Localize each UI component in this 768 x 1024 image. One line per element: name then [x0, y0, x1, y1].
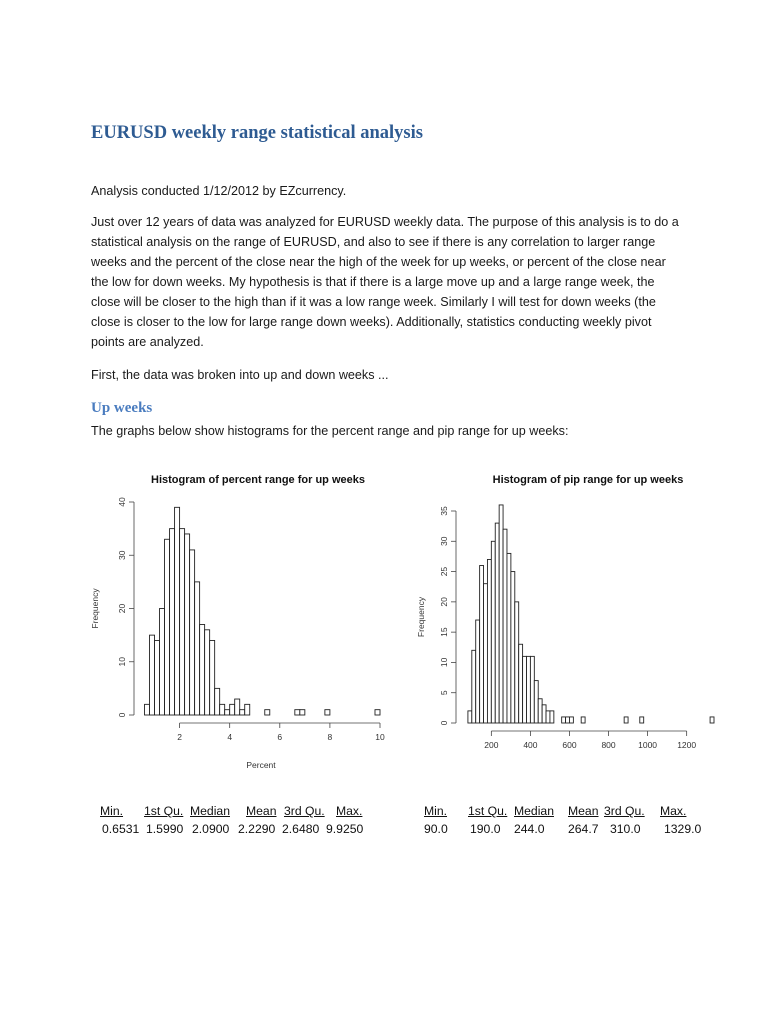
histogram-bar — [550, 711, 554, 723]
y-tick-label: 25 — [439, 566, 449, 577]
stats-header-max: Max. — [660, 804, 687, 818]
section-paragraph — [91, 421, 681, 441]
histogram-bar — [495, 523, 499, 723]
histogram-bar — [534, 681, 538, 723]
stats-value-min: 0.6531 — [102, 822, 140, 836]
pip-range-histogram — [408, 462, 728, 777]
stats-value-median: 2.0900 — [192, 822, 230, 836]
histogram-bar — [476, 620, 480, 723]
y-tick-label: 5 — [439, 690, 449, 696]
histogram-bar — [566, 717, 570, 723]
histogram-bar — [542, 705, 546, 723]
histogram-bar — [210, 640, 215, 715]
first-line-text: First, the data was broken into up and down weeks ... — [91, 368, 389, 382]
histogram-bar — [530, 656, 534, 723]
histogram-bar — [503, 529, 507, 723]
intro-line: statistical analysis on the range of EURUSD, and also to see if there is any correlation to larger range — [91, 235, 656, 249]
document-title: EURUSD weekly range statistical analysis — [91, 123, 423, 143]
analysis-date-text: Analysis conducted 1/12/2012 by EZcurrency. — [91, 184, 347, 198]
histogram-bar — [487, 559, 491, 723]
stats-value-max: 1329.0 — [664, 822, 702, 836]
stats-value-1st-qu: 190.0 — [470, 822, 501, 836]
stats-value-mean: 2.2290 — [238, 822, 276, 836]
histogram-bar — [515, 602, 519, 723]
stats-header-max: Max. — [336, 804, 363, 818]
pip-range-histogram-svg — [408, 462, 728, 777]
stats-header-min: Min. — [100, 804, 124, 818]
x-tick-label: 1200 — [677, 740, 697, 750]
x-tick-label: 6 — [277, 732, 283, 742]
y-axis-label: Frequency — [416, 596, 426, 638]
chart-title: Histogram of percent range for up weeks — [151, 474, 365, 486]
section-text: The graphs below show histograms for the percent range and pip range for up weeks: — [91, 424, 569, 438]
histogram-bar — [225, 710, 230, 715]
y-tick-label: 0 — [117, 712, 127, 718]
stats-header-median: Median — [190, 804, 230, 818]
histogram-bar — [150, 635, 155, 715]
histogram-bar — [185, 534, 190, 715]
stats-header-1st-qu: 1st Qu. — [468, 804, 508, 818]
histogram-bar — [180, 529, 185, 715]
y-tick-label: 10 — [117, 657, 127, 667]
y-tick-label: 0 — [439, 720, 449, 726]
histogram-bar — [265, 710, 270, 715]
stats-header-3rd-qu: 3rd Qu. — [284, 804, 325, 818]
histogram-bar — [220, 704, 225, 715]
histogram-bar — [145, 704, 150, 715]
chart-title: Histogram of pip range for up weeks — [492, 474, 684, 486]
intro-paragraph — [91, 212, 681, 352]
histogram-bar — [175, 507, 180, 715]
histogram-bar — [484, 584, 488, 723]
x-tick-label: 600 — [562, 740, 577, 750]
section-heading: Up weeks — [91, 400, 153, 416]
stats-value-3rd-qu: 2.6480 — [282, 822, 320, 836]
histogram-bar — [640, 717, 644, 723]
x-tick-label: 1000 — [638, 740, 658, 750]
histogram-bar — [468, 711, 472, 723]
histogram-bar — [300, 710, 305, 715]
histogram-bar — [235, 699, 240, 715]
histogram-bar — [569, 717, 573, 723]
histogram-bar — [245, 704, 250, 715]
x-tick-label: 2 — [177, 732, 182, 742]
histogram-bar — [230, 704, 235, 715]
histogram-bar — [325, 710, 330, 715]
histogram-bar — [527, 656, 531, 723]
y-tick-label: 15 — [439, 627, 449, 637]
histogram-bar — [519, 644, 523, 723]
y-tick-label: 20 — [439, 597, 449, 607]
x-tick-label: 4 — [227, 732, 233, 742]
histogram-bar — [195, 582, 200, 715]
stats-header-1st-qu: 1st Qu. — [144, 804, 184, 818]
y-tick-label: 10 — [439, 657, 449, 668]
x-tick-label: 400 — [523, 740, 538, 750]
histogram-bar — [624, 717, 628, 723]
percent-range-histogram — [84, 462, 394, 777]
histogram-bar — [165, 539, 170, 715]
histogram-bar — [205, 630, 210, 715]
stats-header-mean: Mean — [246, 804, 277, 818]
histogram-bar — [190, 550, 195, 715]
stats-value-1st-qu: 1.5990 — [146, 822, 184, 836]
histogram-bar — [507, 553, 511, 723]
histogram-bar — [170, 529, 175, 715]
histogram-bar — [240, 710, 245, 715]
y-tick-label: 35 — [439, 506, 449, 516]
x-tick-label: 8 — [327, 732, 333, 742]
first-line-paragraph — [91, 365, 681, 385]
y-axis-label: Frequency — [90, 588, 100, 629]
stats-header-3rd-qu: 3rd Qu. — [604, 804, 645, 818]
y-tick-label: 20 — [117, 603, 127, 614]
x-axis-label: Percent — [246, 760, 276, 770]
stats-value-median: 244.0 — [514, 822, 545, 836]
histogram-bar — [480, 566, 484, 723]
intro-line: weeks and the percent of the close near the high of the week for up weeks, or percent of the close near — [91, 255, 666, 269]
stats-header-mean: Mean — [568, 804, 599, 818]
x-tick-label: 10 — [375, 732, 385, 742]
y-tick-label: 30 — [439, 536, 449, 547]
intro-line: the low for down weeks. My hypothesis is that if there is a large move up and a large range week, the — [91, 275, 655, 289]
histogram-bar — [472, 650, 476, 723]
stats-value-min: 90.0 — [424, 822, 448, 836]
percent-range-histogram-svg — [84, 462, 394, 777]
stats-header-median: Median — [514, 804, 554, 818]
histogram-bar — [160, 609, 165, 716]
histogram-bar — [200, 624, 205, 715]
histogram-bar — [215, 688, 220, 715]
intro-line: points are analyzed. — [91, 335, 204, 349]
intro-line: Just over 12 years of data was analyzed for EURUSD weekly data. The purpose of this analysis is to do a — [91, 215, 679, 229]
stats-header-min: Min. — [424, 804, 448, 818]
x-tick-label: 800 — [601, 740, 616, 750]
histogram-bar — [511, 572, 515, 723]
histogram-bar — [491, 541, 495, 723]
histogram-bar — [546, 711, 550, 723]
histogram-bar — [295, 710, 300, 715]
intro-line: close is closer to the low for large range down weeks). Additionally, statistics conducting weekly pivot — [91, 315, 652, 329]
histogram-bar — [375, 710, 380, 715]
stats-value-max: 9.9250 — [326, 822, 364, 836]
x-tick-label: 200 — [484, 740, 499, 750]
histogram-bar — [562, 717, 566, 723]
histogram-bar — [581, 717, 585, 723]
histogram-bar — [155, 640, 160, 715]
histogram-bar — [523, 656, 527, 723]
y-tick-label: 30 — [117, 550, 127, 560]
histogram-bar — [538, 699, 542, 723]
y-tick-label: 40 — [117, 497, 127, 507]
stats-value-3rd-qu: 310.0 — [610, 822, 641, 836]
analysis-date-line — [91, 181, 681, 201]
stats-value-mean: 264.7 — [568, 822, 599, 836]
intro-line: close will be closer to the high than if it was a low range week. Similarly I will test for down weeks (the — [91, 295, 656, 309]
histogram-bar — [499, 505, 503, 723]
histogram-bar — [710, 717, 714, 723]
